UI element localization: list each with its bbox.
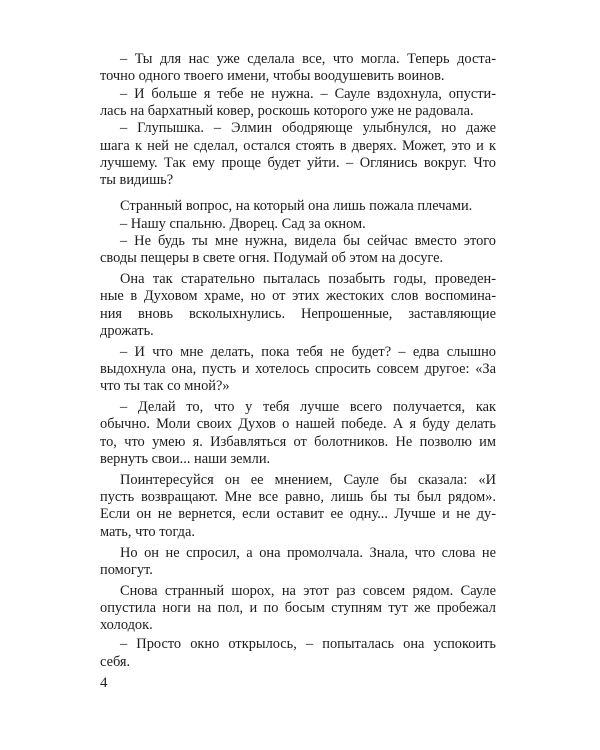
text-line: Поинтересуйся он ее мнением, Сауле бы сказала: «И: [120, 472, 496, 488]
text-line: шага к ней не сделал, остался стоять в дверях. Может, это и к: [100, 138, 496, 154]
text-line: ты видишь?: [100, 172, 174, 188]
text-line: помогут.: [100, 562, 153, 578]
text-line: Если он не вернется, если оставит ее одну... Лучше и не ду-: [100, 506, 496, 522]
text-line: – Делай то, что у тебя лучше всего получается, как: [120, 399, 496, 415]
text-line: вернуть свои... наши земли.: [100, 451, 271, 467]
text-line: – Ты для нас уже сделала все, что могла. Теперь доста-: [120, 51, 496, 67]
text-line: своды пещеры в свете огня. Подумай об этом на досуге.: [100, 250, 444, 266]
text-line: холодок.: [100, 617, 153, 633]
text-line: Снова странный шорох, на этот раз совсем рядом. Сауле: [120, 583, 496, 599]
text-line: – И больше я тебе не нужна. – Сауле вздохнула, опусти-: [120, 86, 496, 102]
text-line: ния вновь всколыхнулись. Непрошенные, заставляющие: [100, 306, 496, 322]
text-line: – И что мне делать, пока тебя не будет? – едва слышно: [120, 344, 496, 360]
text-line: Она так старательно пыталась позабыть годы, проведен-: [120, 271, 496, 287]
text-line: то, что умею я. Избавляться от болотников. Не позволю им: [100, 434, 496, 450]
text-line: выдохнула она, пусть и хотелось спросить совсем другое: «За: [100, 361, 496, 377]
text-line: Странный вопрос, на который она лишь пожала плечами.: [120, 198, 473, 214]
text-line: лась на бархатный ковер, роскошь которого уже не радовала.: [100, 103, 474, 119]
text-line: себя.: [100, 654, 131, 670]
text-line: – Нашу спальню. Дворец. Сад за окном.: [120, 216, 366, 232]
text-line: ные в Духовом храме, но от этих жестоких слов воспомина-: [100, 288, 496, 304]
text-line: дрожать.: [100, 323, 154, 339]
text-line: – Не будь ты мне нужна, видела бы сейчас вместо этого: [120, 233, 496, 249]
page-number: 4: [100, 675, 108, 691]
text-line: Но он не спросил, а она промолчала. Знала, что слова не: [120, 545, 496, 561]
text-line: – Глупышка. – Элмин ободряюще улыбнулся, но даже: [120, 120, 496, 136]
text-line: лучшему. Так ему проще будет уйти. – Оглянись вокруг. Что: [100, 155, 496, 171]
text-line: мать, что тогда.: [100, 524, 195, 540]
text-line: – Просто окно открылось, – попыталась она успокоить: [120, 636, 496, 652]
text-line: обычно. Моли своих Духов о нашей победе. А я буду делать: [100, 416, 496, 432]
text-line: точно одного твоего имени, чтобы воодушевить воинов.: [100, 68, 445, 84]
text-line: пусть возвращают. Мне все равно, лишь бы ты был рядом».: [100, 489, 496, 505]
text-line: опустила ноги на пол, и по босым ступням тут же пробежал: [100, 600, 496, 616]
text-line: что ты так со мной?»: [100, 378, 230, 394]
